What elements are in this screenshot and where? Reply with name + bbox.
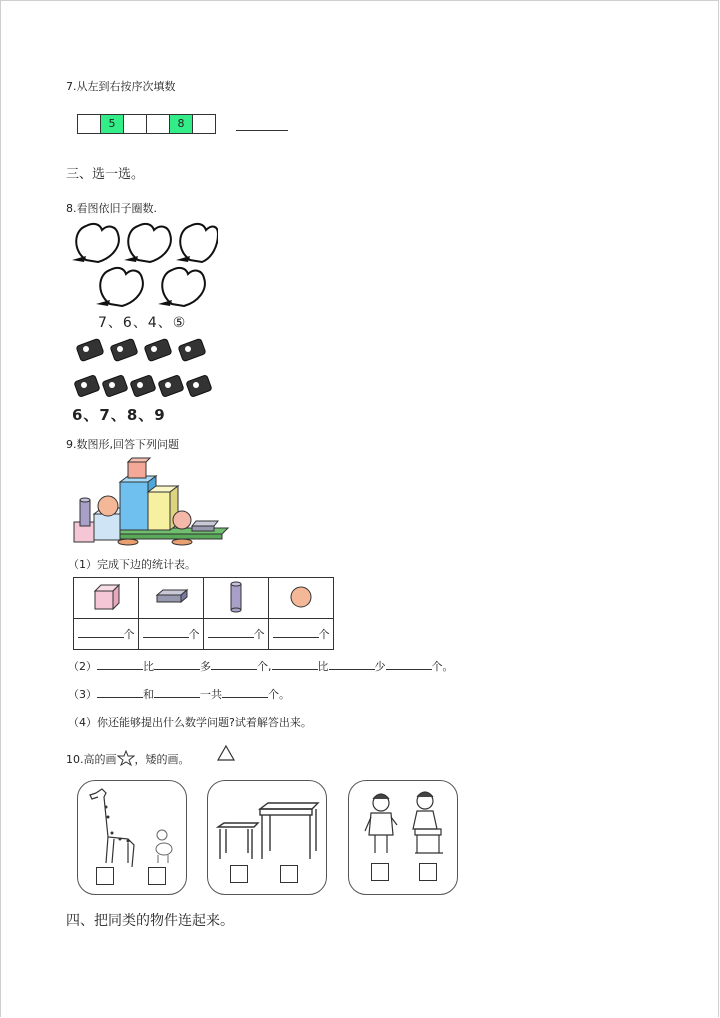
- sub-word: 少: [374, 660, 386, 673]
- answer-blank[interactable]: [154, 687, 200, 698]
- answer-blank[interactable]: [154, 659, 200, 670]
- q9-sub2: [68, 658, 454, 674]
- q10-title-part: 。: [178, 753, 190, 766]
- section-3-heading: 三、选一选。: [66, 167, 145, 182]
- answer-box-lamb[interactable]: [148, 867, 166, 885]
- answer-box-child-standing[interactable]: [371, 863, 389, 881]
- unit-label: 个: [318, 628, 330, 641]
- table-header-cuboid: [139, 578, 204, 619]
- toy-cars-illustration: [74, 334, 214, 404]
- peaches-illustration: [68, 220, 218, 310]
- q9-title: 9.数图形,回答下列问题: [66, 438, 179, 451]
- sub-word: 比: [317, 660, 329, 673]
- count-blank[interactable]: [208, 627, 254, 638]
- sequence-cell[interactable]: [146, 114, 170, 134]
- answer-blank[interactable]: [386, 659, 432, 670]
- table-header-sphere: [269, 578, 334, 619]
- sub-word: 个,: [257, 660, 272, 673]
- q9-sub1: （1）完成下边的统计表。: [68, 558, 196, 571]
- answer-blank[interactable]: [211, 659, 257, 670]
- cylinder-icon: [228, 580, 244, 614]
- sequence-cell-given: 8: [169, 114, 193, 134]
- number-sequence: [78, 114, 216, 134]
- answer-box-big-table[interactable]: [280, 865, 298, 883]
- sub-word: 和: [143, 688, 154, 701]
- unit-label: 个: [123, 628, 135, 641]
- q8-answer-options-1: 7、6、4、⑤: [98, 315, 187, 331]
- giraffe-lamb-illustration: [82, 787, 182, 867]
- children-illustration: [359, 789, 453, 865]
- q8-title: 8.看图依旧子圈数.: [66, 202, 157, 215]
- sub-word: 多: [200, 660, 211, 673]
- count-blank[interactable]: [78, 627, 124, 638]
- answer-blank[interactable]: [222, 687, 268, 698]
- cube-icon: [91, 583, 121, 611]
- q10-title-part: ，矮的画: [134, 753, 179, 766]
- tables-illustration: [214, 799, 324, 863]
- triangle-icon: [216, 744, 236, 762]
- answer-box-child-on-stool[interactable]: [419, 863, 437, 881]
- q10-title: [66, 750, 190, 767]
- q10-title-part: 10.高的画: [66, 753, 117, 766]
- answer-blank[interactable]: [329, 659, 375, 670]
- statistics-table: [73, 577, 334, 650]
- sequence-cell[interactable]: [77, 114, 101, 134]
- star-icon: [117, 750, 135, 766]
- sub-word: 一共: [200, 688, 222, 701]
- count-cell-cylinder[interactable]: [204, 619, 269, 650]
- q8-answer-options-2: 6、7、8、9: [72, 406, 166, 424]
- count-cell-cube[interactable]: [74, 619, 139, 650]
- table-header-cylinder: [204, 578, 269, 619]
- answer-blank[interactable]: [272, 659, 318, 670]
- sequence-cell[interactable]: [192, 114, 216, 134]
- sub-word: 比: [143, 660, 154, 673]
- answer-box-small-table[interactable]: [230, 865, 248, 883]
- q7-title: 7.从左到右按序次填数: [66, 80, 176, 93]
- q9-sub3: [68, 686, 290, 702]
- count-cell-cuboid[interactable]: [139, 619, 204, 650]
- answer-line[interactable]: [236, 130, 288, 131]
- sub-prefix: （3）: [68, 688, 97, 701]
- count-blank[interactable]: [143, 627, 189, 638]
- cuboid-icon: [153, 587, 189, 607]
- answer-box-giraffe[interactable]: [96, 867, 114, 885]
- panel-children: [348, 780, 458, 895]
- answer-blank[interactable]: [97, 659, 143, 670]
- sequence-cell-given: 5: [100, 114, 124, 134]
- q9-sub4: （4）你还能够提出什么数学问题?试着解答出来。: [68, 716, 312, 729]
- panel-tables: [207, 780, 327, 895]
- answer-blank[interactable]: [97, 687, 143, 698]
- sub-prefix: （2）: [68, 660, 97, 673]
- unit-label: 个: [253, 628, 265, 641]
- sub-word: 个。: [431, 660, 454, 673]
- section-4-heading: 四、把同类的物件连起来。: [66, 913, 234, 929]
- shapes-stack-illustration: [72, 456, 232, 546]
- sub-word: 个。: [268, 688, 290, 701]
- panel-giraffe-lamb: [77, 780, 187, 895]
- count-cell-sphere[interactable]: [269, 619, 334, 650]
- count-blank[interactable]: [273, 627, 319, 638]
- sphere-icon: [288, 584, 314, 610]
- sequence-cell[interactable]: [123, 114, 147, 134]
- table-header-cube: [74, 578, 139, 619]
- unit-label: 个: [188, 628, 200, 641]
